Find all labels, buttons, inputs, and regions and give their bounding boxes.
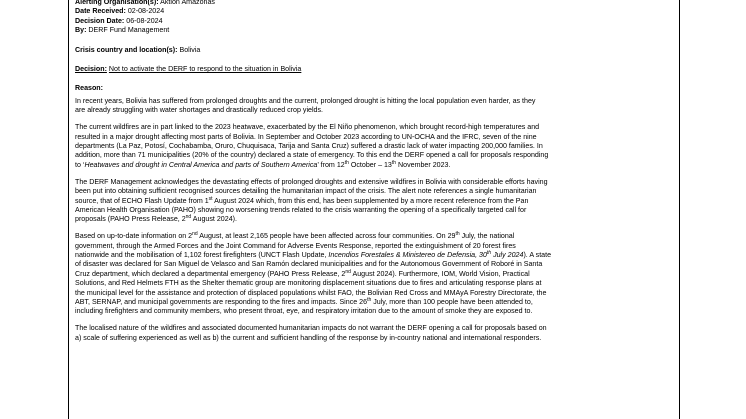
by-row: By: DERF Fund Management: [75, 26, 170, 35]
decision-document: [75, 0, 673, 351]
left-border-line: [68, 0, 69, 419]
reason-paragraph-4: Based on up-to-date information on 2nd August, at least 2,165 people have been affected across four communities. On 29th July, the national government, through the Armed Forces and the Joint Command for Adverse Events Response, reported the extinguishment of 20 forest fires nationwide and the mobilisation of 1,102 forest firefighters (UNCT Flash Update, Incendios Forestales & Ministereo de Defensia, 30th July 2024). A state of disaster was declared for San Miguel de Velasco and San Ramón declared municipalities and for the Autonomous Government of Roboré in Santa Cruz department, which declared a departmental emergency (PAHO Press Release, 2nd August 2024). Furthermore, IOM, World Vision, Practical Solutions, and Red Helmets FTH as the Shelter thematic group are monitoring displacement situations due to fires and articulating response plans at the municipal level for the assistance and protection of displaced populations whilst FAO, the Bolivian Red Cross and MMAyA Forestry Directorate, the ABT, SERNAP, and municipal governments are responding to the fires and impacts. Since 26th July, more than 100 people have been attended to, including firefighters and community members, who present throat, eye, and respiratory irritation due to the amount of smoke they are exposed to.: [75, 231, 552, 316]
decision-row: Decision: Not to activate the DERF to respond to the situation in Bolivia: [75, 65, 302, 74]
reason-paragraph-3: The DERF Management acknowledges the devastating effects of prolonged droughts and extensive wildfires in Bolivia with considerable efforts having been put into obtaining sufficient recognised sources detailing the humanitarian impact of the crisis. The alert note references a single humanitarian source, that of ECHO Flash Update from 1st August 2024 which, from this end, has been supplemented by a more recent reference from the Pan American Health Organisation (PAHO) showing no worsening trends related to the crisis warranting the opening of a specifically targeted call for proposals (PAHO Press Release, 2nd August 2024).: [75, 177, 548, 224]
alerting-organisation-row: Alerting Organisation(s): Aktion Amazonas: [75, 0, 215, 6]
crisis-location-row: Crisis country and location(s): Bolivia: [75, 45, 201, 54]
right-border-line: [679, 0, 680, 419]
date-received-row: Date Received: 02-08-2024: [75, 7, 165, 16]
reason-paragraph-2: The current wildfires are in part linked to the 2023 heatwave, exacerbated by the El Niño phenomenon, which brought record-high temperatures and resulted in a major drought affecting most parts of Bolivia. In September and October 2023 according to UN-OCHA and the IFRC, seven of the nine departments (La Paz, Potosí, Cochabamba, Oruro, Chuquisaca, Tarija and Santa Cruz) suffered a drastic lack of water impacting 200,000 families. In addition, more than 71 municipalities (20% of the country) declared a state of emergency. To this end the DERF opened a call for proposals responding to ‘Heatwaves and drought in Central America and parts of Southern America’ from 12th October – 13th November 2023.: [75, 123, 673, 170]
reason-paragraph-5: The localised nature of the wildfires and associated documented humanitarian impacts do not warrant the DERF opening a call for proposals based on a) scale of suffering experienced as well as b) the current and sufficient handling of the response by in-country national and international responders.: [75, 324, 547, 342]
reason-paragraph-2-last-line: to ‘Heatwaves and drought in Central America and parts of Southern America’ from 12th October – 13th November 2023.: [75, 159, 451, 169]
decision-date-row: Decision Date: 06-08-2024: [75, 16, 163, 25]
reason-heading: Reason:: [75, 84, 103, 93]
reason-paragraph-1: In recent years, Bolivia has suffered from prolonged droughts and the current, prolonged drought is hitting the local population even harder, as they are already struggling with water shortages and drastically reduced crop yields.: [75, 96, 536, 115]
